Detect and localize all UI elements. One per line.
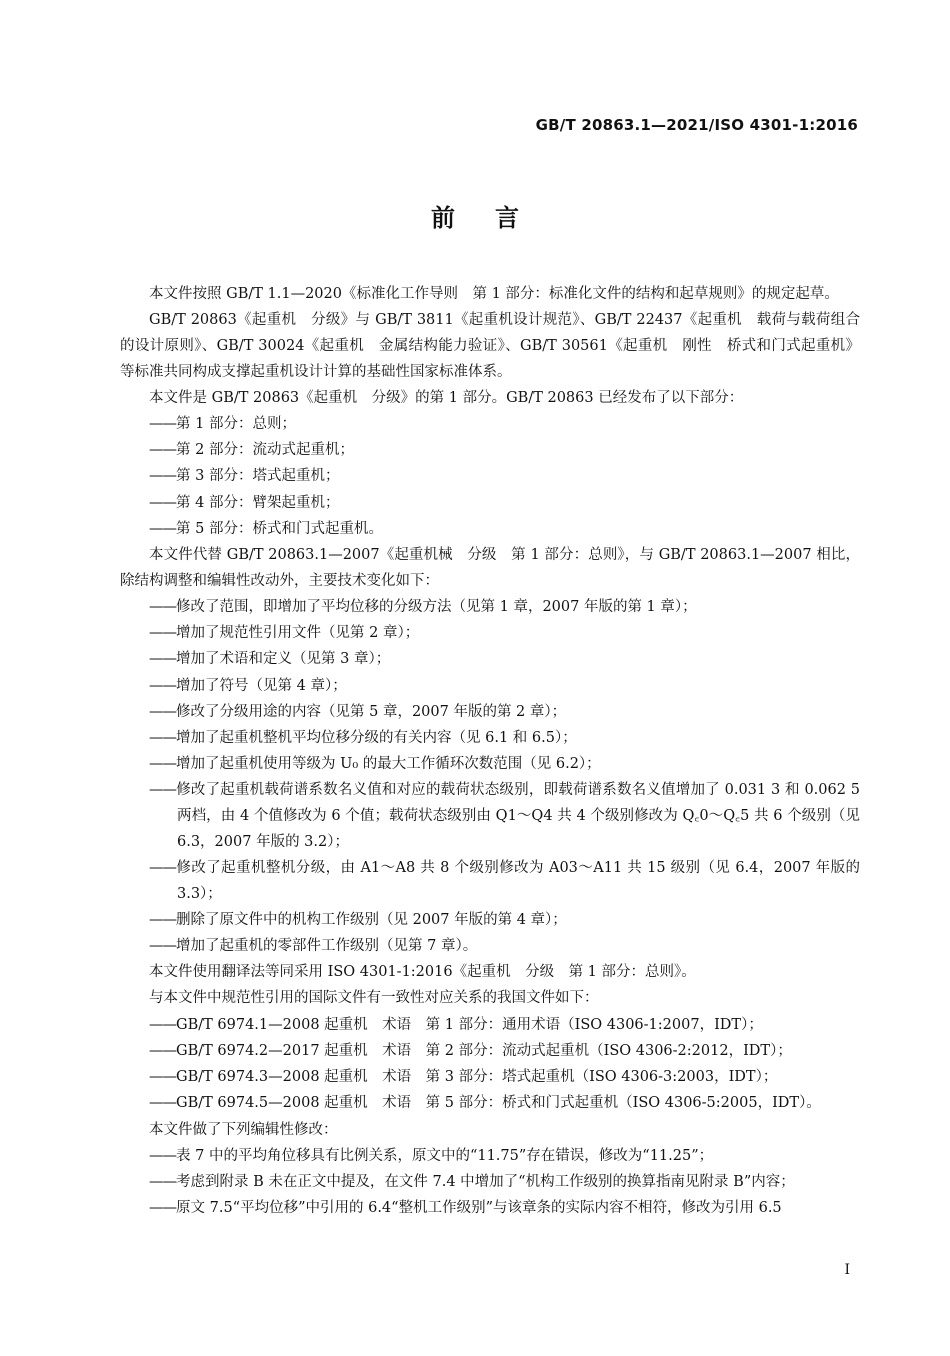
paragraph xyxy=(120,1118,860,1144)
dash-marker: —— xyxy=(149,1095,176,1112)
list-item xyxy=(120,778,860,855)
list-item xyxy=(120,908,860,934)
paragraph-text: 表 7 中的平均角位移具有比例关系，原文中的“11.75”存在错误，修改为“11.25”； xyxy=(176,1147,714,1164)
paragraph-text: 增加了符号（见第 4 章）； xyxy=(176,677,347,694)
dash-marker: —— xyxy=(149,494,176,511)
paragraph xyxy=(120,386,860,412)
list-item xyxy=(120,1196,860,1222)
dash-marker: —— xyxy=(149,911,176,928)
dash-marker: —— xyxy=(149,416,176,433)
paragraph-text: 第 2 部分：流动式起重机； xyxy=(176,442,354,459)
dash-marker: —— xyxy=(149,442,176,459)
list-item xyxy=(120,491,860,517)
paragraph-text: 本文件按照 GB/T 1.1—2020《标准化工作导则 第 1 部分：标准化文件的结构和起草规则》的规定起草。 xyxy=(149,286,839,302)
paragraph-text: 增加了起重机的零部件工作级别（见第 7 章）。 xyxy=(176,938,478,955)
list-item xyxy=(120,412,860,438)
list-item xyxy=(120,752,860,778)
list-item xyxy=(120,517,860,543)
list-item xyxy=(120,934,860,960)
list-item xyxy=(120,674,860,700)
paragraph-text: 修改了分级用途的内容（见第 5 章，2007 年版的第 2 章）； xyxy=(176,703,567,720)
paragraph-text: 增加了起重机使用等级为 U₀ 的最大工作循环次数范围（见 6.2）； xyxy=(176,756,601,773)
list-item xyxy=(120,647,860,673)
list-item xyxy=(120,1013,860,1039)
paragraph xyxy=(120,986,860,1012)
paragraph-text: 第 5 部分：桥式和门式起重机。 xyxy=(176,520,383,537)
dash-marker: —— xyxy=(149,651,176,668)
standard-code: GB/T 20863.1—2021/ISO 4301-1:2016 xyxy=(535,116,858,134)
paragraph xyxy=(120,282,860,308)
paragraph-text: GB/T 6974.3—2008 起重机 术语 第 3 部分：塔式起重机（ISO 4306-3:2003，IDT）； xyxy=(176,1069,778,1086)
paragraph-text: 本文件代替 GB/T 20863.1—2007《起重机械 分级 第 1 部分：总则》，与 GB/T 20863.1—2007 相比，除结构调整和编辑性改动外，主要技术变化如下： xyxy=(120,547,860,589)
paragraph-text: 修改了起重机整机分级，由 A1～A8 共 8 个级别修改为 A03～A11 共 15 级别（见 6.4，2007 年版的 3.3）； xyxy=(176,859,860,902)
paragraph-text: 修改了范围，即增加了平均位移的分级方法（见第 1 章，2007 年版的第 1 章）； xyxy=(176,598,697,615)
preface-body xyxy=(120,282,860,1222)
paragraph-text: 考虑到附录 B 未在正文中提及，在文件 7.4 中增加了“机构工作级别的换算指南见附录 B”内容； xyxy=(176,1173,795,1190)
dash-marker: —— xyxy=(149,703,176,720)
dash-marker: —— xyxy=(149,782,176,799)
list-item xyxy=(120,700,860,726)
dash-marker: —— xyxy=(149,859,176,876)
dash-marker: —— xyxy=(149,938,176,955)
list-item xyxy=(120,1170,860,1196)
paragraph-text: 本文件做了下列编辑性修改： xyxy=(149,1121,338,1138)
dash-marker: —— xyxy=(149,1016,176,1033)
paragraph xyxy=(120,960,860,986)
paragraph-text: 增加了起重机整机平均位移分级的有关内容（见 6.1 和 6.5）； xyxy=(176,729,577,746)
list-item xyxy=(120,1144,860,1170)
paragraph-text: 与本文件中规范性引用的国际文件有一致性对应关系的我国文件如下： xyxy=(149,990,599,1007)
list-item xyxy=(120,1065,860,1091)
list-item xyxy=(120,595,860,621)
paragraph-text: GB/T 6974.5—2008 起重机 术语 第 5 部分：桥式和门式起重机（ISO 4306-5:2005，IDT）。 xyxy=(176,1095,821,1112)
list-item xyxy=(120,438,860,464)
paragraph-text: GB/T 6974.1—2008 起重机 术语 第 1 部分：通用术语（ISO 4306-1:2007，IDT）； xyxy=(176,1016,763,1033)
dash-marker: —— xyxy=(149,625,176,642)
page-number: I xyxy=(844,1262,850,1278)
list-item xyxy=(120,856,860,907)
paragraph-text: 删除了原文件中的机构工作级别（见 2007 年版的第 4 章）； xyxy=(176,911,567,928)
dash-marker: —— xyxy=(149,729,176,746)
paragraph-text: 本文件使用翻译法等同采用 ISO 4301-1:2016《起重机 分级 第 1 部分：总则》。 xyxy=(149,964,696,981)
list-item xyxy=(120,726,860,752)
paragraph-text: GB/T 20863《起重机 分级》与 GB/T 3811《起重机设计规范》、GB/T 22437《起重机 载荷与载荷组合的设计原则》、GB/T 30024《起重机 金属结构能力验证》、GB/T 30561《起重机 刚性 桥式和门式起重机》等标准共同构成支撑起重机设计计算的基础性国家标准体系。 xyxy=(120,312,860,380)
dash-marker: —— xyxy=(149,598,176,615)
paragraph-text: 原文 7.5“平均位移”中引用的 6.4“整机工作级别”与该章条的实际内容不相符，修改为引用 6.5 xyxy=(176,1200,782,1217)
paragraph-text: 修改了起重机载荷谱系数名义值和对应的载荷状态级别，即载荷谱系数名义值增加了 0.031 3 和 0.062 5 两档，由 4 个值修改为 6 个值；载荷状态级别由 Q1～Q4 共 4 个级别修改为 Q꜀0～Q꜀5 共 6 个级别（见 6.3，2007 年版的 3.2）； xyxy=(176,782,860,850)
paragraph xyxy=(120,308,860,385)
paragraph-text: 增加了术语和定义（见第 3 章）； xyxy=(176,651,391,668)
dash-marker: —— xyxy=(149,1069,176,1086)
list-item xyxy=(120,1091,860,1117)
dash-marker: —— xyxy=(149,1147,176,1164)
paragraph-text: 增加了规范性引用文件（见第 2 章）； xyxy=(176,625,420,642)
paragraph-text: 第 1 部分：总则； xyxy=(176,416,296,433)
dash-marker: —— xyxy=(149,1200,176,1217)
paragraph-text: GB/T 6974.2—2017 起重机 术语 第 2 部分：流动式起重机（ISO 4306-2:2012，IDT）； xyxy=(176,1042,792,1059)
paragraph xyxy=(120,543,860,594)
dash-marker: —— xyxy=(149,468,176,485)
dash-marker: —— xyxy=(149,520,176,537)
paragraph-text: 本文件是 GB/T 20863《起重机 分级》的第 1 部分。GB/T 20863 已经发布了以下部分： xyxy=(149,389,744,406)
paragraph-text: 第 3 部分：塔式起重机； xyxy=(176,468,340,485)
page-title: 前言 xyxy=(431,204,559,232)
dash-marker: —— xyxy=(149,677,176,694)
paragraph-text: 第 4 部分：臂架起重机； xyxy=(176,494,340,511)
dash-marker: —— xyxy=(149,756,176,773)
dash-marker: —— xyxy=(149,1173,176,1190)
dash-marker: —— xyxy=(149,1042,176,1059)
list-item xyxy=(120,464,860,490)
list-item xyxy=(120,1039,860,1065)
list-item xyxy=(120,621,860,647)
